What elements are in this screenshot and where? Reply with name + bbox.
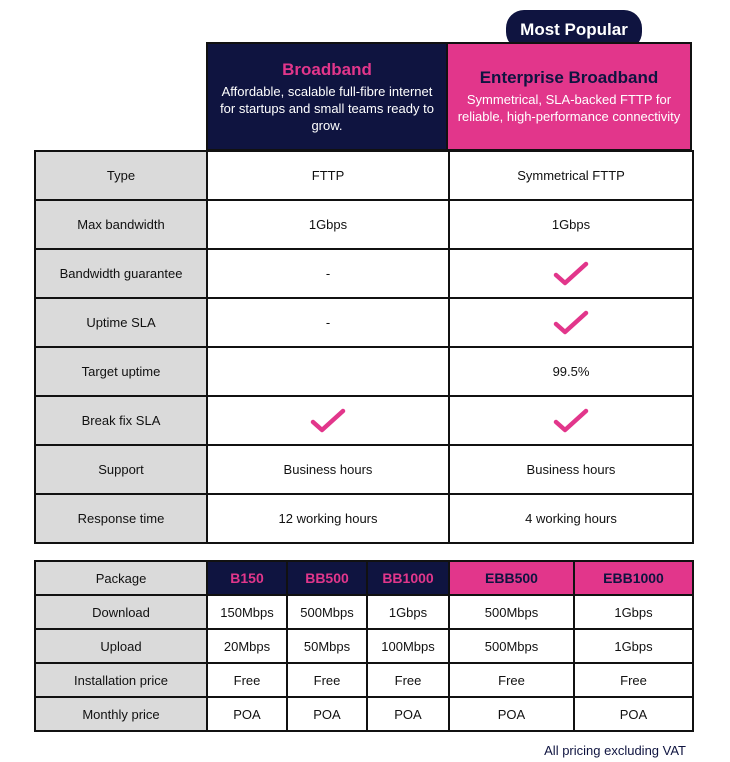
feature-label: Support: [35, 445, 207, 494]
enterprise-value: 99.5%: [449, 347, 693, 396]
broadband-value: Business hours: [207, 445, 449, 494]
table-row: [35, 595, 693, 629]
pricing-cell: POA: [367, 697, 449, 731]
plan-title-enterprise: Enterprise Broadband: [479, 68, 659, 87]
check-icon: [310, 408, 346, 434]
table-row: [35, 494, 693, 543]
feature-label: Bandwidth guarantee: [35, 249, 207, 298]
package-header: BB1000: [367, 561, 449, 595]
table-row: [35, 663, 693, 697]
broadband-value: -: [207, 249, 449, 298]
enterprise-value: 1Gbps: [449, 200, 693, 249]
pricing-cell: Free: [207, 663, 287, 697]
plan-header-enterprise: [448, 42, 692, 151]
pricing-cell: 1Gbps: [367, 595, 449, 629]
broadband-value: [207, 347, 449, 396]
table-row: [35, 561, 693, 595]
pricing-cell: Free: [574, 663, 693, 697]
feature-label: Max bandwidth: [35, 200, 207, 249]
check-icon: [553, 310, 589, 336]
pricing-table: [34, 560, 694, 732]
feature-label: Uptime SLA: [35, 298, 207, 347]
table-row: [35, 445, 693, 494]
package-header: EBB500: [449, 561, 574, 595]
feature-label: Response time: [35, 494, 207, 543]
pricing-footnote: All pricing excluding VAT: [544, 743, 686, 758]
plan-header-broadband: [206, 42, 448, 151]
pricing-cell: POA: [207, 697, 287, 731]
pricing-cell: Free: [449, 663, 574, 697]
pricing-cell: 150Mbps: [207, 595, 287, 629]
pricing-cell: 1Gbps: [574, 595, 693, 629]
enterprise-value: Business hours: [449, 445, 693, 494]
broadband-value: [207, 396, 449, 445]
pricing-cell: Free: [287, 663, 367, 697]
broadband-value: -: [207, 298, 449, 347]
enterprise-value: [449, 396, 693, 445]
check-icon: [553, 408, 589, 434]
features-table: [34, 150, 694, 544]
package-header: EBB1000: [574, 561, 693, 595]
pricing-cell: 100Mbps: [367, 629, 449, 663]
enterprise-value: [449, 249, 693, 298]
pricing-cell: 500Mbps: [449, 629, 574, 663]
pricing-row-label: Upload: [35, 629, 207, 663]
feature-label: Break fix SLA: [35, 396, 207, 445]
plan-description-broadband: Affordable, scalable full-fibre internet for startups and small teams ready to grow.: [220, 83, 434, 133]
table-row: [35, 697, 693, 731]
enterprise-value: [449, 298, 693, 347]
pricing-row-label: Download: [35, 595, 207, 629]
most-popular-badge: Most Popular: [506, 10, 642, 50]
pricing-cell: 50Mbps: [287, 629, 367, 663]
table-row: [35, 347, 693, 396]
table-row: [35, 629, 693, 663]
feature-label: Type: [35, 151, 207, 200]
package-header: B150: [207, 561, 287, 595]
broadband-value: 1Gbps: [207, 200, 449, 249]
package-header-label: Package: [35, 561, 207, 595]
pricing-cell: 500Mbps: [449, 595, 574, 629]
pricing-cell: 20Mbps: [207, 629, 287, 663]
pricing-cell: POA: [287, 697, 367, 731]
table-row: [35, 200, 693, 249]
check-icon: [553, 261, 589, 287]
package-header: BB500: [287, 561, 367, 595]
enterprise-value: 4 working hours: [449, 494, 693, 543]
table-row: [35, 249, 693, 298]
pricing-cell: 1Gbps: [574, 629, 693, 663]
plan-title-broadband: Broadband: [282, 59, 372, 79]
table-row: [35, 298, 693, 347]
broadband-value: FTTP: [207, 151, 449, 200]
pricing-cell: POA: [449, 697, 574, 731]
table-row: [35, 396, 693, 445]
enterprise-value: Symmetrical FTTP: [449, 151, 693, 200]
plan-description-enterprise: Symmetrical, SLA-backed FTTP for reliable, high-performance connectivity: [457, 92, 681, 124]
pricing-cell: POA: [574, 697, 693, 731]
table-row: [35, 151, 693, 200]
pricing-row-label: Installation price: [35, 663, 207, 697]
pricing-cell: 500Mbps: [287, 595, 367, 629]
feature-label: Target uptime: [35, 347, 207, 396]
pricing-row-label: Monthly price: [35, 697, 207, 731]
broadband-value: 12 working hours: [207, 494, 449, 543]
pricing-cell: Free: [367, 663, 449, 697]
